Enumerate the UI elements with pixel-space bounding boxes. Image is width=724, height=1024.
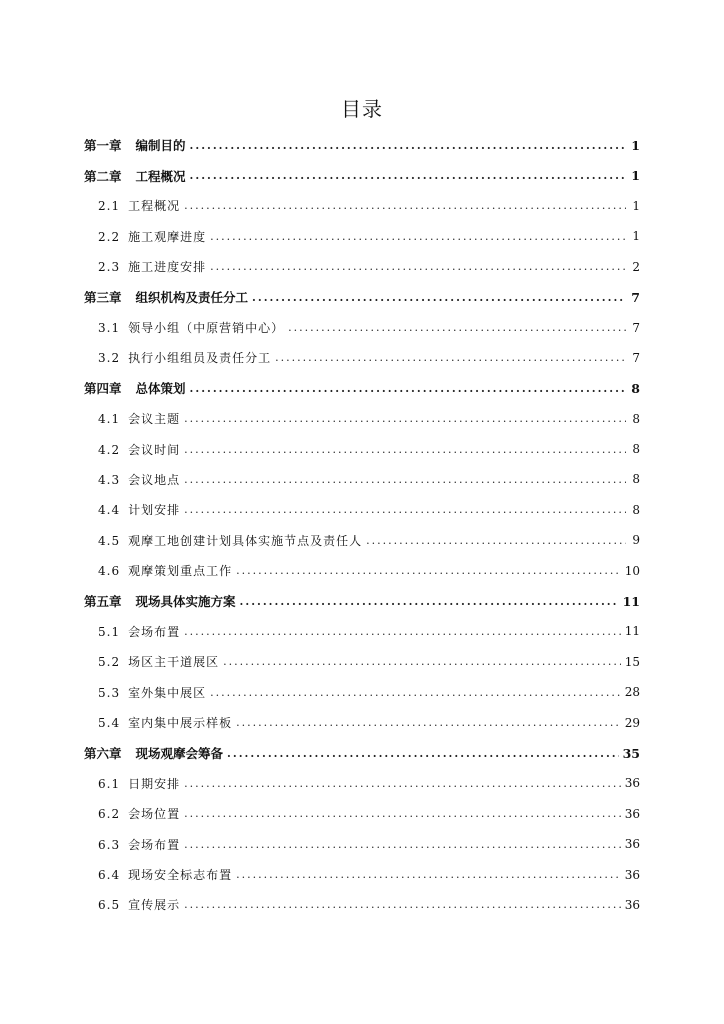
page-title: 目录 — [341, 97, 383, 121]
toc-entry-number: 2.3 — [98, 260, 121, 275]
toc-page-number: 29 — [624, 715, 640, 730]
toc-entry-title: 宣传展示 — [128, 898, 181, 913]
toc-section-row[interactable] — [84, 677, 640, 707]
toc-entry-number: 6.3 — [98, 837, 121, 852]
toc-entry-number: 2.2 — [98, 229, 121, 244]
toc-entry-title: 场区主干道展区 — [128, 655, 220, 670]
toc-page-number: 11 — [624, 624, 640, 639]
toc-entry-label — [98, 197, 180, 214]
toc-page-number: 10 — [624, 563, 640, 578]
toc-entry-label — [84, 136, 186, 154]
toc-page-number: 9 — [632, 533, 640, 548]
toc-entry-label — [98, 653, 219, 670]
toc-dot-leader — [240, 595, 619, 608]
toc-dot-leader — [236, 868, 621, 881]
toc-dot-leader — [252, 291, 626, 304]
toc-entry-label — [84, 288, 248, 306]
toc-section-row[interactable] — [84, 252, 640, 282]
toc-section-row[interactable] — [84, 890, 640, 920]
toc-entry-title: 观摩工地创建计划具体实施节点及责任人 — [128, 533, 363, 548]
toc-dot-leader — [210, 260, 626, 273]
toc-entry-title: 室内集中展示样板 — [128, 716, 233, 731]
toc-section-row[interactable] — [84, 464, 640, 494]
toc-entry-number: 4.4 — [98, 503, 121, 518]
toc-dot-leader — [190, 169, 626, 182]
toc-section-row[interactable] — [84, 707, 640, 737]
toc-entry-label — [84, 592, 236, 610]
toc-entry-number: 第五章 — [84, 594, 122, 610]
toc-entry-number: 4.5 — [98, 533, 121, 548]
toc-entry-title: 执行小组组员及责任分工 — [128, 351, 272, 366]
toc-section-row[interactable] — [84, 555, 640, 585]
toc-entry-number: 6.1 — [98, 776, 121, 791]
toc-section-row[interactable] — [84, 495, 640, 525]
toc-page-number: 1 — [631, 168, 640, 184]
toc-entry-label — [98, 349, 271, 366]
toc-dot-leader — [223, 655, 621, 668]
toc-entry-title: 总体策划 — [135, 381, 186, 397]
toc-entry-number: 6.4 — [98, 868, 121, 883]
toc-entry-label — [98, 866, 232, 883]
toc-dot-leader — [288, 321, 626, 334]
toc-page-number: 36 — [624, 806, 640, 821]
toc-page-number: 36 — [624, 776, 640, 791]
toc-entry-title: 现场观摩会筹备 — [135, 746, 224, 761]
table-of-contents — [84, 130, 640, 920]
toc-page-number: 8 — [632, 442, 640, 457]
toc-entry-label — [98, 775, 180, 792]
toc-entry-label — [98, 258, 206, 275]
toc-dot-leader — [184, 443, 626, 456]
toc-entry-label — [98, 805, 180, 822]
toc-page-number: 2 — [632, 259, 640, 274]
toc-dot-leader — [236, 564, 621, 577]
toc-entry-label — [98, 228, 206, 245]
toc-entry-title: 计划安排 — [128, 503, 181, 518]
toc-dot-leader — [236, 716, 621, 729]
toc-entry-label — [98, 471, 180, 488]
toc-section-row[interactable] — [84, 343, 640, 373]
toc-page-number: 11 — [622, 593, 640, 609]
toc-section-row[interactable] — [84, 768, 640, 798]
toc-entry-label — [98, 501, 180, 518]
toc-page-number: 1 — [631, 137, 640, 153]
toc-entry-label — [98, 684, 206, 701]
toc-entry-title: 会场布置 — [128, 837, 181, 852]
toc-entry-title: 日期安排 — [128, 776, 181, 791]
toc-entry-label — [98, 319, 284, 336]
toc-entry-title: 工程概况 — [128, 199, 181, 214]
toc-entry-title: 会议时间 — [128, 442, 181, 457]
toc-entry-title: 施工观摩进度 — [128, 229, 207, 244]
toc-section-row[interactable] — [84, 829, 640, 859]
toc-dot-leader — [184, 199, 626, 212]
toc-section-row[interactable] — [84, 859, 640, 889]
toc-chapter-row[interactable] — [84, 586, 640, 616]
toc-entry-number: 4.6 — [98, 564, 121, 579]
toc-page-number: 8 — [632, 502, 640, 517]
toc-page-number: 36 — [624, 897, 640, 912]
toc-entry-title: 领导小组（中原营销中心） — [128, 321, 285, 336]
toc-page-number: 36 — [624, 867, 640, 882]
toc-entry-number: 5.2 — [98, 655, 121, 670]
toc-page-number: 1 — [632, 229, 640, 244]
toc-section-row[interactable] — [84, 191, 640, 221]
toc-entry-title: 会场位置 — [128, 807, 181, 822]
toc-section-row[interactable] — [84, 221, 640, 251]
toc-page-number: 8 — [632, 472, 640, 487]
toc-chapter-row[interactable] — [84, 738, 640, 768]
toc-section-row[interactable] — [84, 434, 640, 464]
toc-entry-label — [98, 836, 180, 853]
toc-section-row[interactable] — [84, 312, 640, 342]
toc-chapter-row[interactable] — [84, 282, 640, 312]
toc-entry-number: 第一章 — [84, 138, 122, 154]
toc-entry-label — [98, 714, 232, 731]
toc-dot-leader — [184, 473, 626, 486]
toc-entry-title: 现场具体实施方案 — [135, 594, 236, 610]
toc-section-row[interactable] — [84, 525, 640, 555]
toc-entry-number: 5.3 — [98, 685, 121, 700]
toc-entry-number: 3.2 — [98, 351, 121, 366]
toc-entry-label — [98, 532, 362, 549]
toc-page-number: 35 — [622, 745, 640, 761]
toc-entry-number: 第二章 — [84, 168, 122, 184]
toc-entry-label — [98, 896, 180, 913]
toc-page-number: 7 — [631, 289, 640, 305]
toc-entry-label — [98, 562, 232, 579]
toc-dot-leader — [184, 777, 621, 790]
toc-entry-title: 施工进度安排 — [128, 260, 207, 275]
toc-chapter-row[interactable] — [84, 373, 640, 403]
toc-entry-title: 会议地点 — [128, 472, 181, 487]
toc-dot-leader — [184, 898, 621, 911]
toc-chapter-row[interactable] — [84, 160, 640, 190]
toc-page-number: 15 — [624, 654, 640, 669]
toc-dot-leader — [184, 807, 621, 820]
toc-entry-title: 编制目的 — [135, 138, 186, 154]
toc-entry-label — [98, 623, 180, 640]
toc-dot-leader — [184, 625, 621, 638]
toc-page-number: 8 — [631, 380, 640, 396]
toc-entry-number: 第六章 — [84, 746, 122, 761]
toc-entry-title: 室外集中展区 — [128, 685, 207, 700]
toc-entry-number: 4.1 — [98, 412, 121, 427]
toc-entry-title: 会议主题 — [128, 412, 181, 427]
toc-entry-number: 6.2 — [98, 807, 121, 822]
toc-chapter-row[interactable] — [84, 130, 640, 160]
toc-entry-label — [84, 744, 223, 762]
toc-page-number: 7 — [632, 350, 640, 365]
toc-entry-number: 3.1 — [98, 321, 121, 336]
toc-entry-number: 5.4 — [98, 716, 121, 731]
toc-page-number: 28 — [624, 685, 640, 700]
toc-entry-number: 2.1 — [98, 199, 121, 214]
toc-dot-leader — [275, 351, 626, 364]
toc-entry-number: 6.5 — [98, 898, 121, 913]
toc-dot-leader — [190, 139, 626, 152]
toc-entry-label — [84, 379, 186, 397]
toc-entry-title: 会场布置 — [128, 624, 181, 639]
toc-entry-title: 组织机构及责任分工 — [135, 290, 249, 306]
toc-dot-leader — [184, 503, 626, 516]
toc-entry-number: 4.3 — [98, 472, 121, 487]
toc-page-number: 8 — [632, 411, 640, 426]
toc-entry-number: 4.2 — [98, 442, 121, 457]
toc-dot-leader — [184, 412, 626, 425]
toc-dot-leader — [210, 686, 621, 699]
toc-entry-title: 观摩策划重点工作 — [128, 564, 233, 579]
toc-dot-leader — [190, 382, 626, 395]
toc-section-row[interactable] — [84, 647, 640, 677]
toc-dot-leader — [210, 230, 626, 243]
toc-entry-number: 第三章 — [84, 290, 122, 306]
toc-entry-number: 第四章 — [84, 381, 122, 397]
toc-entry-number: 5.1 — [98, 624, 121, 639]
toc-dot-leader — [227, 747, 619, 760]
toc-entry-label — [98, 441, 180, 458]
toc-dot-leader — [366, 534, 626, 547]
toc-entry-title: 工程概况 — [135, 168, 186, 184]
toc-section-row[interactable] — [84, 616, 640, 646]
toc-entry-title: 现场安全标志布置 — [128, 868, 233, 883]
toc-dot-leader — [184, 838, 621, 851]
toc-entry-label — [84, 167, 186, 185]
toc-section-row[interactable] — [84, 404, 640, 434]
toc-entry-label — [98, 410, 180, 427]
toc-page-number: 7 — [632, 320, 640, 335]
toc-page-number: 36 — [624, 837, 640, 852]
toc-page-number: 1 — [632, 198, 640, 213]
toc-section-row[interactable] — [84, 799, 640, 829]
